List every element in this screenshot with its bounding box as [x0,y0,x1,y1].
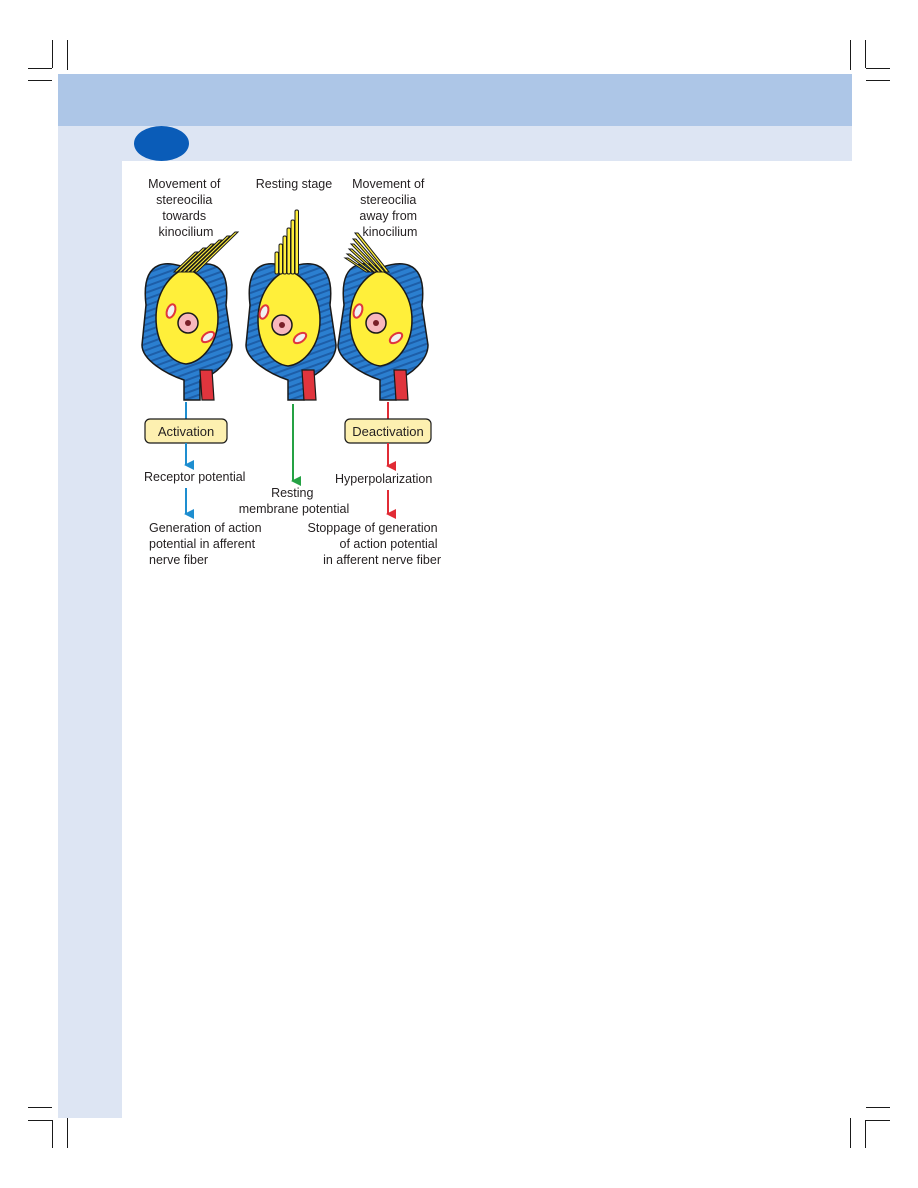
heading-towards: Movement of stereocilia towards kinocilium [148,177,221,239]
left-outcome-label: Generation of action potential in afferent nerve fiber [149,521,262,567]
receptor-potential-label: Receptor potential [144,470,246,484]
hair-cell-away [338,233,428,400]
heading-resting: Resting stage [255,177,333,191]
resting-outcome-label: Resting membrane potential [238,486,350,516]
nerve-fiber-red [200,370,214,400]
stereocilia-bundle [275,210,299,274]
right-outcome-label: Stoppage of generation of action potential in afferent nerve fiber [307,521,441,567]
heading-away: Movement of stereocilia away from kinocilium [352,177,425,239]
nerve-fiber-red [394,370,408,400]
hair-cell-towards [142,232,238,400]
nucleolus [279,322,285,328]
nucleolus [373,320,379,326]
hyperpolarization-label: Hyperpolarization [335,472,433,486]
hair-cell-resting [246,210,336,400]
activation-label: Activation [157,424,215,439]
deactivation-label: Deactivation [352,424,424,439]
nucleolus [185,320,191,326]
nerve-fiber-red [302,370,316,400]
